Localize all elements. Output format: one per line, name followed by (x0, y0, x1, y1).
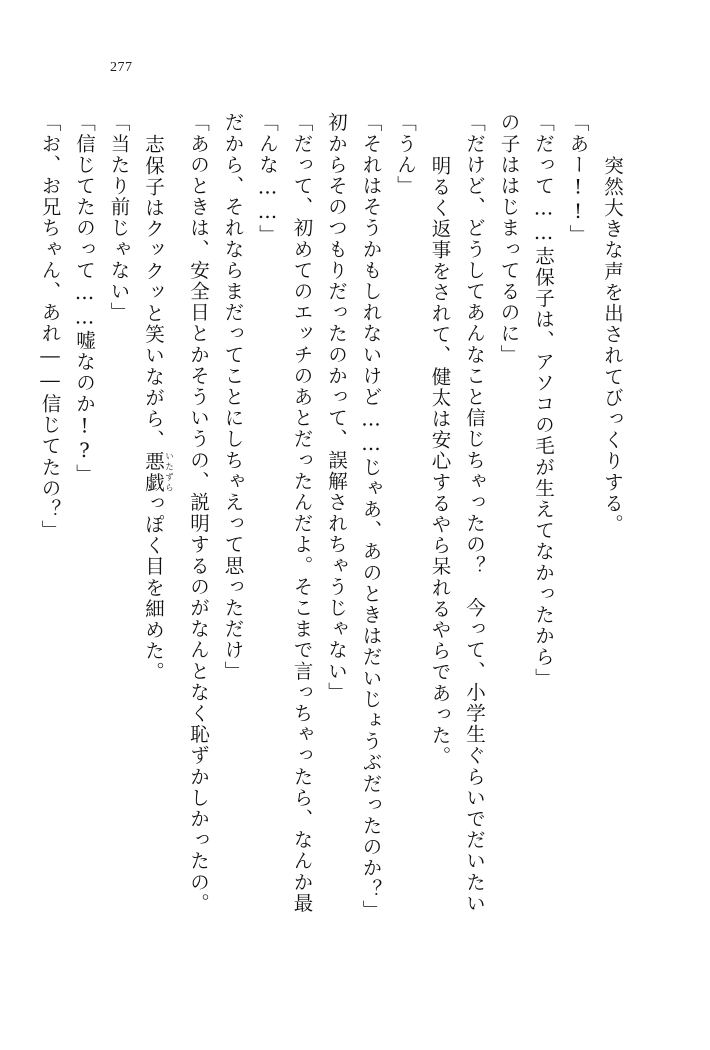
text-column: 初からそのつもりだったのかって、誤解されちゃうじゃない」 (325, 112, 348, 703)
text-column: 「お、お兄ちゃん、あれ――信じてたの？」 (38, 112, 62, 541)
text-column: 明るく返事をされて、健太は安心するやら呆れるやらであった。 (428, 134, 452, 767)
text-column: 「うん」 (394, 112, 417, 197)
text-column: 「だって……志保子は、アソコの毛が生えてなかったから」 (532, 112, 555, 689)
text-column: 「だって、初めてのエッチのあとだったんだよ。そこまで言っちゃったら、なんか最 (290, 112, 314, 914)
ruby-annotation: 悪戯いたずら (142, 450, 174, 493)
text-column: 「当たり前じゃない」 (107, 112, 131, 323)
text-column: 「だけど、どうしてあんなこと信じちゃったの？ 今って、小学生ぐらいでだいたい (463, 112, 486, 914)
text-column: の子ははじまってるのに」 (497, 112, 521, 366)
vertical-text-block (40, 112, 622, 942)
text-column: 「信じてたのって……嘘なのか!?」 (73, 112, 96, 485)
text-column: 「あー!!」 (566, 112, 590, 246)
text-column: 「あのときは、安全日とかそういうの、説明するのがなんとなく恥ずかしかったの。 (187, 112, 210, 914)
text-column: 「それはそうかもしれないけど……じゃあ、あのときはだいじょうぶだったのか？」 (359, 112, 383, 921)
text-column: だから、それならまだってことにしちゃえって思っただけ」 (221, 112, 245, 682)
text-column: 突然大きな声を出されてびっくりする。 (601, 134, 624, 535)
text-column: 志保子はクックッと笑いながら、悪戯いたずらっぽく目を細めた。 (142, 134, 174, 683)
text-column: 「んな……」 (256, 112, 279, 246)
page-number: 277 (110, 60, 133, 75)
